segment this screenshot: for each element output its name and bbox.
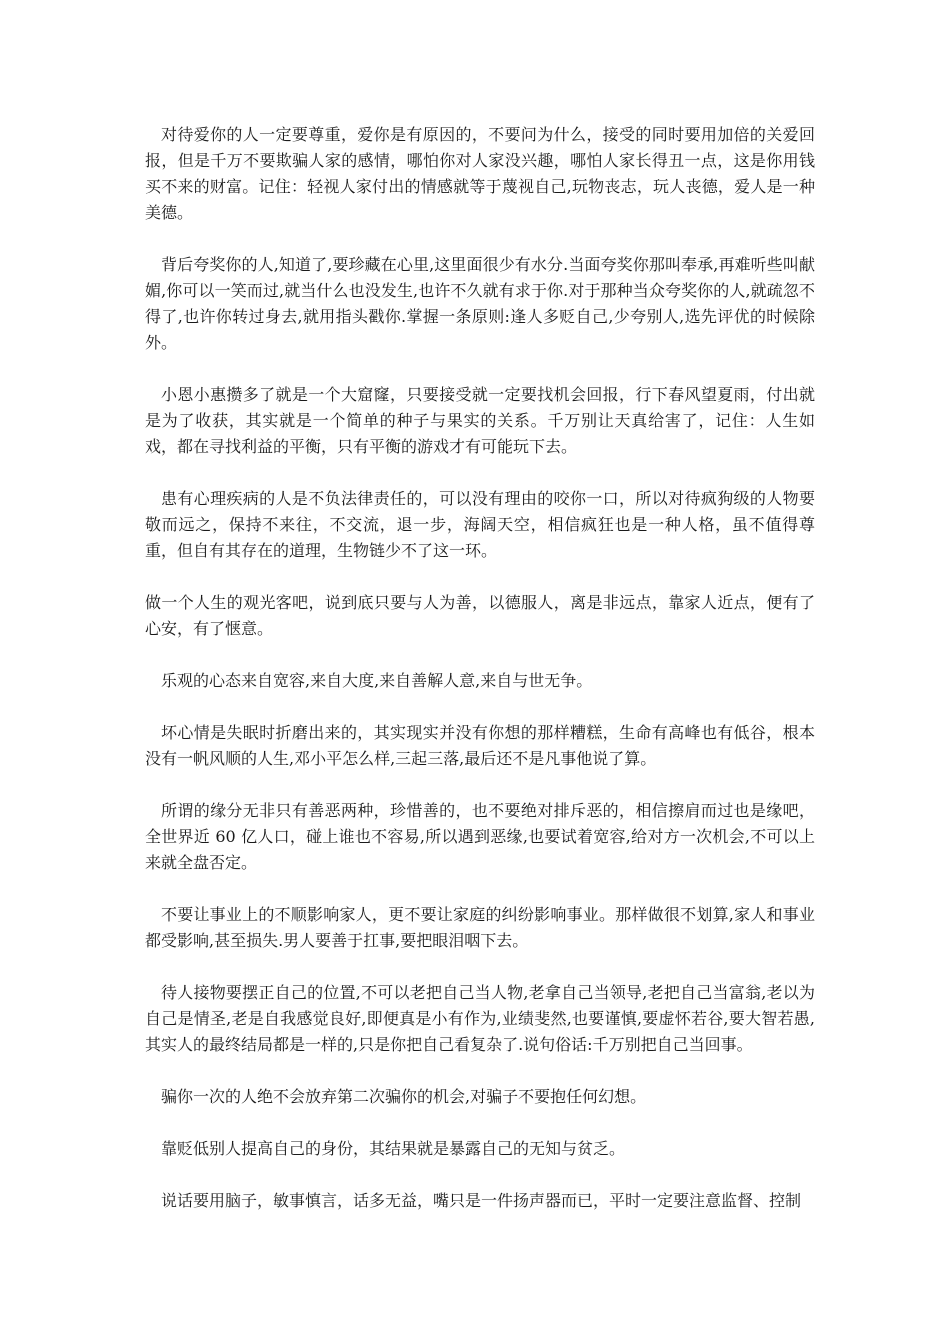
paragraph: 骗你一次的人绝不会放弃第二次骗你的机会,对骗子不要抱任何幻想。	[161, 1087, 647, 1106]
paragraph: 背后夸奖你的人,知道了,要珍藏在心里,这里面很少有水分.当面夸奖你那叫奉承,再难听些叫献媚,你可以一笑而过,就当什么也没发生,也许不久就有求于你.对于那种当众夸奖你的人,就疏忽不得了,也许你转过身去,就用指头戳你.掌握一条原则:逢人多贬自己,少夸别人,选先评优的时候除外。	[145, 255, 815, 352]
paragraph: 乐观的心态来自宽容,来自大度,来自善解人意,来自与世无争。	[161, 671, 593, 690]
paragraph: 靠贬低别人提高自己的身份，其结果就是暴露自己的无知与贫乏。	[161, 1139, 626, 1158]
document-body	[145, 122, 815, 1240]
paragraph: 所谓的缘分无非只有善恶两种，珍惜善的，也不要绝对排斥恶的，相信擦肩而过也是缘吧，全世界近 60 亿人口，碰上谁也不容易,所以遇到恶缘,也要试着宽容,给对方一次机会,不可以上来就全盘否定。	[145, 801, 815, 872]
paragraph: 小恩小惠攒多了就是一个大窟窿，只要接受就一定要找机会回报，行下春风望夏雨，付出就是为了收获，其实就是一个简单的种子与果实的关系。千万别让天真给害了，记住：人生如戏，都在寻找利益的平衡，只有平衡的游戏才有可能玩下去。	[145, 385, 815, 456]
paragraph: 说话要用脑子，敏事慎言，话多无益，嘴只是一件扬声器而已，平时一定要注意监督、控制	[161, 1191, 802, 1210]
paragraph: 做一个人生的观光客吧，说到底只要与人为善，以德服人，离是非远点，靠家人近点，便有了心安，有了惬意。	[145, 593, 815, 638]
paragraph: 不要让事业上的不顺影响家人，更不要让家庭的纠纷影响事业。那样做很不划算,家人和事业都受影响,甚至损失.男人要善于扛事,要把眼泪咽下去。	[145, 905, 815, 950]
paragraph: 待人接物要摆正自己的位置,不可以老把自己当人物,老拿自己当领导,老把自己当富翁,老以为自己是情圣,老是自我感觉良好,即便真是小有作为,业绩斐然,也要谨慎,要虚怀若谷,要大智若愚,其实人的最终结局都是一样的,只是你把自己看复杂了.说句俗话:千万别把自己当回事。	[145, 983, 815, 1054]
paragraph: 患有心理疾病的人是不负法律责任的，可以没有理由的咬你一口，所以对待疯狗级的人物要敬而远之，保持不来往，不交流，退一步，海阔天空，相信疯狂也是一种人格，虽不值得尊重，但自有其存在的道理，生物链少不了这一环。	[145, 489, 815, 560]
paragraph: 坏心情是失眠时折磨出来的，其实现实并没有你想的那样糟糕，生命有高峰也有低谷，根本没有一帆风顺的人生,邓小平怎么样,三起三落,最后还不是凡事他说了算。	[145, 723, 815, 768]
paragraph: 对待爱你的人一定要尊重，爱你是有原因的，不要问为什么，接受的同时要用加倍的关爱回报，但是千万不要欺骗人家的感情，哪怕你对人家没兴趣，哪怕人家长得丑一点，这是你用钱买不来的财富。记住：轻视人家付出的情感就等于蔑视自己,玩物丧志，玩人丧德，爱人是一种美德。	[145, 125, 815, 222]
